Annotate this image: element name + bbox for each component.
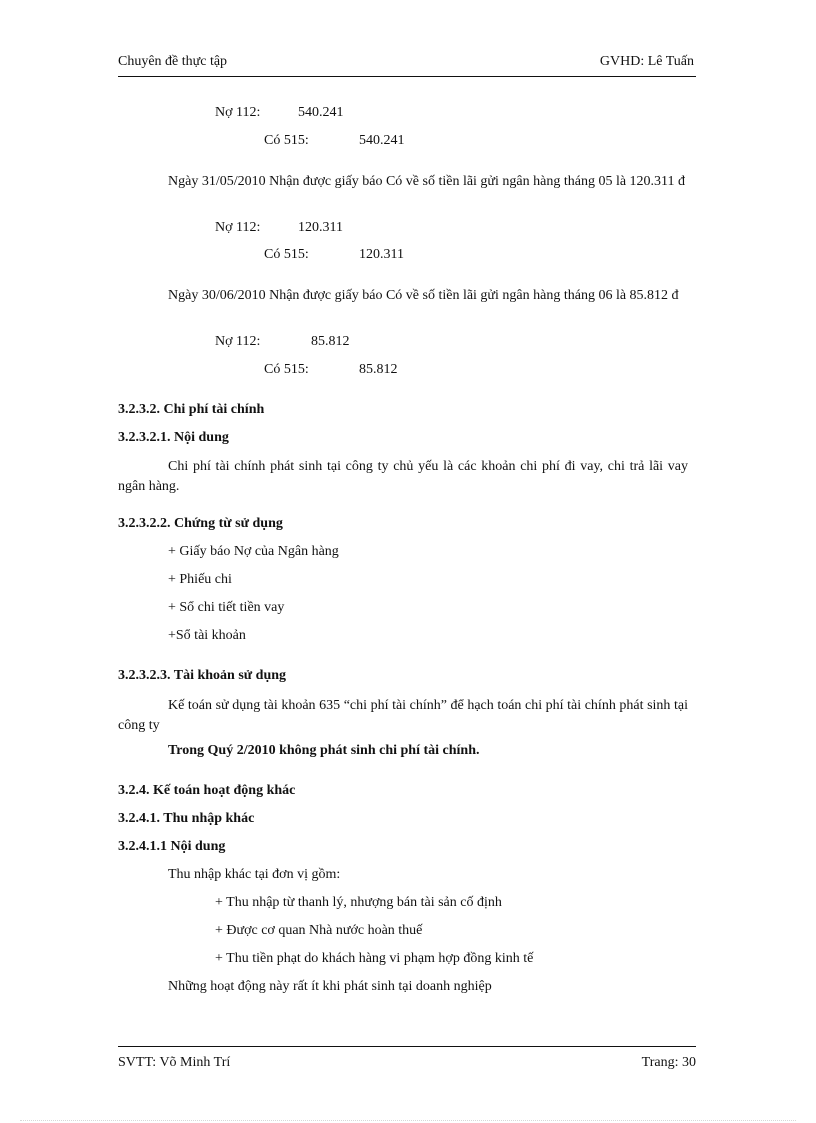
header-left: Chuyên đề thực tập [118,54,228,69]
heading-3-2-3-2-3: 3.2.3.2.3. Tài khoản sử dụng [118,668,287,683]
heading-3-2-3-2-1: 3.2.3.2.1. Nội dung [118,430,229,445]
other-income-item-1: + Thu nhập từ thanh lý, nhượng bán tài sản cố định [215,895,502,910]
entry-3-credit-amount: 85.812 [359,362,398,377]
footer-left: SVTT: Võ Minh Trí [118,1055,231,1070]
entry-2-debit-label: Nợ 112: [215,220,261,235]
paragraph-financial-cost-content: Chi phí tài chính phát sinh tại công ty chủ yếu là các khoản chi phí đi vay, chi trả lãi vay ngân hàng. [118,459,688,494]
other-income-item-2: + Được cơ quan Nhà nước hoàn thuế [215,923,423,938]
paragraph-interest-june: Ngày 30/06/2010 Nhận được giấy báo Có về số tiền lãi gửi ngân hàng tháng 06 là 85.812 đ [168,288,679,303]
heading-3-2-4: 3.2.4. Kế toán hoạt động khác [118,783,296,798]
paragraph-rare-note: Những hoạt động này rất ít khi phát sinh tại doanh nghiệp [168,979,492,994]
paragraph-other-income-intro: Thu nhập khác tại đơn vị gồm: [168,867,341,882]
document-item-2: + Phiếu chi [168,572,232,587]
entry-2-credit-label: Có 515: [264,247,309,262]
heading-3-2-4-1-1: 3.2.4.1.1 Nội dung [118,839,226,854]
entry-1-credit-label: Có 515: [264,133,309,148]
entry-2-credit-amount: 120.311 [359,247,404,262]
footer-right: Trang: 30 [641,1055,696,1070]
entry-1-debit-label: Nợ 112: [215,105,261,120]
paragraph-account-usage: Kế toán sử dụng tài khoản 635 “chi phí tài chính” để hạch toán chi phí tài chính phát sinh tại công ty [118,698,688,733]
header-right: GVHD: Lê Tuấn [599,54,694,69]
paragraph-no-cost-q2: Trong Quý 2/2010 không phát sinh chi phí tài chính. [168,743,480,758]
heading-3-2-3-2-2: 3.2.3.2.2. Chứng từ sử dụng [118,516,283,531]
page-bottom-edge [20,1120,796,1121]
paragraph-interest-may: Ngày 31/05/2010 Nhận được giấy báo Có về số tiền lãi gửi ngân hàng tháng 05 là 120.311 đ [168,174,686,189]
header-rule [118,76,696,77]
entry-3-credit-label: Có 515: [264,362,309,377]
other-income-item-3: + Thu tiền phạt do khách hàng vi phạm hợp đồng kinh tế [215,951,534,966]
footer-rule [118,1046,696,1047]
entry-3-debit-label: Nợ 112: [215,334,261,349]
entry-1-debit-amount: 540.241 [298,105,344,120]
entry-1-credit-amount: 540.241 [359,133,405,148]
document-item-1: + Giấy báo Nợ của Ngân hàng [168,544,339,559]
entry-3-debit-amount: 85.812 [311,334,350,349]
entry-2-debit-amount: 120.311 [298,220,343,235]
heading-3-2-4-1: 3.2.4.1. Thu nhập khác [118,811,255,826]
document-item-4: +Sổ tài khoản [168,628,246,643]
document-item-3: + Sổ chi tiết tiền vay [168,600,285,615]
heading-3-2-3-2: 3.2.3.2. Chi phí tài chính [118,402,265,417]
